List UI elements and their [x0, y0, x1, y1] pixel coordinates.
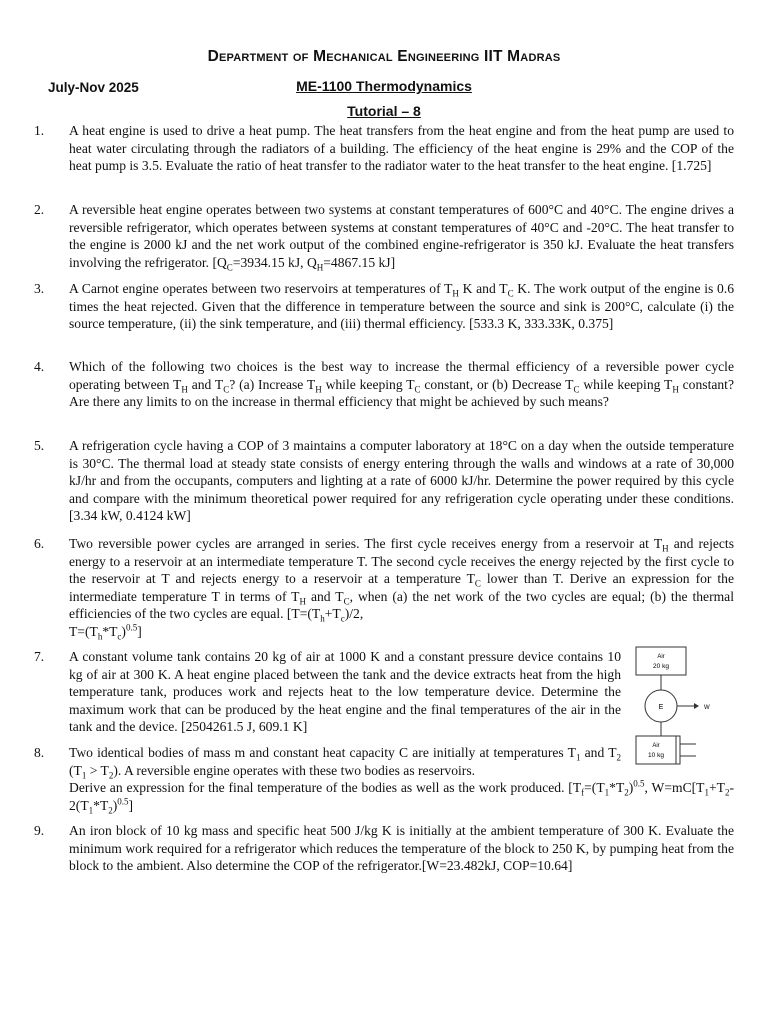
department-title: Department of Mechanical Engineering IIT Madras [207, 48, 561, 65]
question-number: 4. [34, 359, 45, 374]
device-mass: 10 kg [648, 752, 664, 759]
piston-icon [676, 736, 680, 764]
question-text: Two reversible power cycles are arranged in series. The first cycle receives energy from a reservoir at $T_H$ and rejects energy to a reservoir at an intermediate temperature T. The second cycle receives the energy rejected by the first cycle to the reservoir at T and rejects energy to a reservoir at a temperature $T_C$ lower than T. Derive an expression for the intermediate temperature T in terms of $T_H$ and $T_C$, when (a) the net work of the two cycles are equal; (b) the thermal efficiencies of the two cycles are equal. [$T=(T_h+T_c)/2$, $T=(T_h*T_c)^{0.5}$] [69, 536, 735, 642]
question-text: A reversible heat engine operates between two systems at constant temperatures of 600°C and 40°C. The engine drives a reversible refrigerator, which operates between systems at constant temperatures of 40°C and -20°C. The heat transfer to the engine is 2000 kJ and the net work output of the combined engine-refrigerator is 350 kJ. Evaluate the heat transfers involving the refrigerator. [$Q_C=3934.15$ kJ, $Q_H=4867.15$ kJ] [69, 202, 734, 273]
question-6 [34, 535, 734, 641]
question-number: 3. [34, 281, 45, 296]
question-3 [34, 280, 734, 333]
air-device-box [636, 736, 676, 764]
course-title: ME-1100 Thermodynamics [296, 78, 472, 94]
question-8 [34, 744, 734, 814]
question-text: A heat engine is used to drive a heat pump. The heat transfers from the heat engine and from the heat pump are used to heat water circulating through the radiators of a building. The efficiency of the heat engine is 29% and the COP of the heat pump is 3.5. Evaluate the ratio of heat transfer to the radiator water to the heat transfer to the heat engine. [1.725] [69, 123, 734, 174]
tank-label: Air [657, 654, 665, 660]
question-number: 1. [34, 123, 45, 138]
question-7 [34, 648, 734, 736]
heat-engine-figure [634, 646, 734, 766]
question-9 [34, 822, 734, 875]
question-number: 6. [34, 536, 45, 551]
question-1 [34, 122, 734, 175]
question-number: 7. [34, 649, 45, 664]
question-text: A refrigeration cycle having a COP of 3 maintains a computer laboratory at 18°C on a day when the outside temperature is 30°C. The thermal load at steady state consists of energy entering through the walls and windows at a rate of 30,000 kJ/hr and from the occupants, computers and lighting at a rate of 6000 kJ/hr. Determine the power required by this cycle and compare with the minimum theoretical power required for any refrigeration cycle operating under these conditions. [3.34 kW, 0.4124 kW] [69, 438, 734, 524]
arrow-head-icon [694, 703, 699, 709]
question-4 [34, 358, 734, 411]
question-text: A constant volume tank contains 20 kg of air at 1000 K and a constant pressure device contains 10 kg of air at 300 K. A heat engine placed between the tank and the device extracts heat from the high temperature tank, produces work and rejects heat to the low temperature device. Determine the maximum work that can be produced by the heat engine and the final temperatures of the air in the tank and the device. [2504261.5 J, 609.1 K] [69, 649, 621, 735]
device-label: Air [652, 743, 660, 749]
question-number: 2. [34, 202, 45, 217]
question-5 [34, 437, 734, 525]
question-text-continued: Derive an expression for the final temperature of the bodies as well as the work produced. [$T_f=(T_1*T_2)^{0.5}$, $W=mC[T_1+T_2-2(T_1*T_2)^{0.5}]$ [69, 778, 734, 816]
tank-mass: 20 kg [653, 663, 669, 670]
question-number: 8. [34, 745, 45, 760]
engine-label: E [658, 704, 664, 711]
air-tank-box [636, 647, 686, 675]
question-number: 5. [34, 438, 45, 453]
term-label: July-Nov 2025 [48, 80, 139, 95]
tutorial-title: Tutorial – 8 [347, 103, 421, 119]
question-2 [34, 201, 734, 271]
question-text: An iron block of 10 kg mass and specific heat 500 J/kg K is initially at the ambient temperature of 300 K. Evaluate the minimum work required for a refrigerator which reduces the temperature of the block to 250 K, by pumping heat from the block to the ambient. Also determine the COP of the refrigerator.[W=23.482kJ, COP=10.64] [69, 823, 734, 874]
question-number: 9. [34, 823, 45, 838]
question-text: A Carnot engine operates between two reservoirs at temperatures of $T_H$ K and $T_C$ K. The work output of the engine is 0.6 times the heat rejected. Given that the difference in temperature between the source and sink is 200°C, calculate (i) the source temperature, (ii) the sink temperature, and (iii) thermal efficiency. [533.3 K, 333.33K, 0.375] [69, 281, 735, 332]
figure-svg [634, 646, 734, 766]
work-label: W [704, 705, 710, 711]
question-text: Two identical bodies of mass m and constant heat capacity C are initially at temperatures $T_1$ and $T_2$ $(T_1 > T_2)$. A reversible engine operates with these two bodies as reservoirs. [69, 745, 622, 781]
question-text: Which of the following two choices is the best way to increase the thermal efficiency of a reversible power cycle operating between $T_H$ and $T_C$? (a) Increase $T_H$ while keeping $T_C$ constant, or (b) Decrease $T_C$ while keeping $T_H$ constant? Are there any limits to on the increase in thermal efficiency that might be achieved by such means? [69, 359, 734, 410]
